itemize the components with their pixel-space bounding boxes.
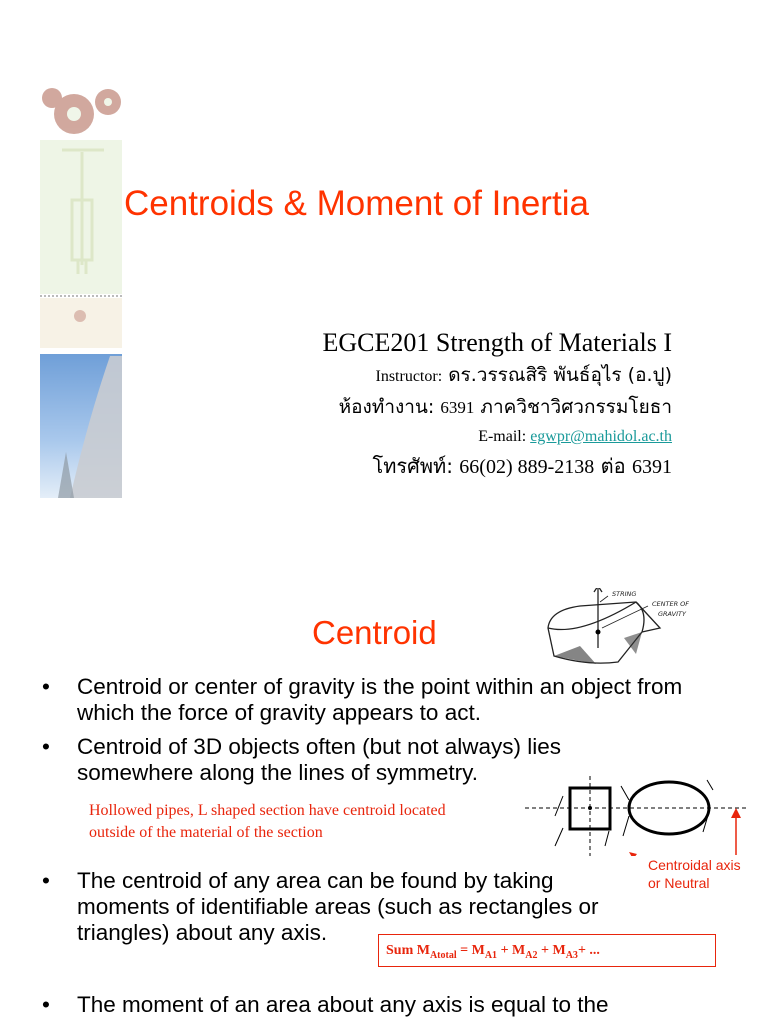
axis-label-line1: Centroidal axis <box>648 857 741 873</box>
formula-tail: + ... <box>577 943 600 958</box>
office-dept: ภาควิชาวิศวกรรมโยธา <box>480 396 672 418</box>
bullet-dot: • <box>42 868 50 893</box>
moment-sum-formula <box>378 934 716 967</box>
instructor-label: Instructor: <box>375 368 443 385</box>
sketch-label-center: CENTER OF <box>652 600 690 608</box>
formula-sub-a1: A1 <box>484 949 498 961</box>
formula-sub-total: Atotal <box>429 949 457 961</box>
course-info <box>323 326 673 482</box>
office-label: ห้องทำงาน: <box>338 396 435 418</box>
office-room: 6391 <box>440 398 475 417</box>
formula-sum: Sum M <box>386 943 430 958</box>
bullet-dot: • <box>42 992 50 1017</box>
decorative-gears-strip <box>40 80 122 498</box>
centroid-slide <box>0 590 768 1024</box>
phone-line <box>323 451 673 482</box>
slide-title: Centroid <box>312 614 437 651</box>
centroid-note: Hollowed pipes, L shaped section have centroid located outside of the material of the section <box>89 802 446 841</box>
phone-label: โทรศัพท์: <box>372 454 453 478</box>
formula-eq: = M <box>456 943 485 958</box>
course-name: EGCE201 Strength of Materials I <box>322 328 672 357</box>
bullet-text: Centroid of 3D objects often (but not always) lies somewhere along the lines of symmetry. <box>77 734 561 785</box>
sketch-label-string: STRING <box>612 590 637 598</box>
bullet-dot: • <box>42 734 50 759</box>
bullet-dot: • <box>42 674 50 699</box>
centroidal-axis-diagram <box>525 776 765 856</box>
instructor-name: ดร.วรรณสิริ พันธ์อุไร (อ.ปู) <box>448 364 672 386</box>
centroidal-axis-label <box>648 856 741 892</box>
gear-icon <box>42 88 121 134</box>
email-label: E-mail: <box>478 428 527 445</box>
ext-label: ต่อ <box>600 454 626 478</box>
email-line <box>323 423 673 451</box>
bullet-text: The centroid of any area can be found by taking moments of identifiable areas (such as rectangles or triangles) about any axis. <box>77 868 599 945</box>
formula-sub-a3: A3 <box>565 949 578 961</box>
bullet-text: The moment of an area about any axis is equal to the <box>77 992 609 1017</box>
center-of-gravity-sketch <box>540 588 710 668</box>
office-line <box>323 392 673 423</box>
sketch-label-gravity: GRAVITY <box>658 610 686 618</box>
bullet-text: Centroid or center of gravity is the point within an object from which the force of gravity appears to act. <box>77 674 683 725</box>
ext-number: 6391 <box>632 456 672 478</box>
formula-plus2: + M <box>537 943 566 958</box>
formula-plus1: + M <box>497 943 526 958</box>
bullet-item <box>42 992 742 1018</box>
formula-sub-a2: A2 <box>525 949 538 961</box>
bullet-item <box>42 674 732 726</box>
instructor-line <box>323 360 673 392</box>
axis-label-line2: or Neutral <box>648 875 710 891</box>
email-link[interactable]: egwpr@mahidol.ac.th <box>530 428 672 445</box>
slide-title: Centroids & Moment of Inertia <box>124 184 589 223</box>
phone-number: 66(02) 889-2138 <box>459 456 595 478</box>
